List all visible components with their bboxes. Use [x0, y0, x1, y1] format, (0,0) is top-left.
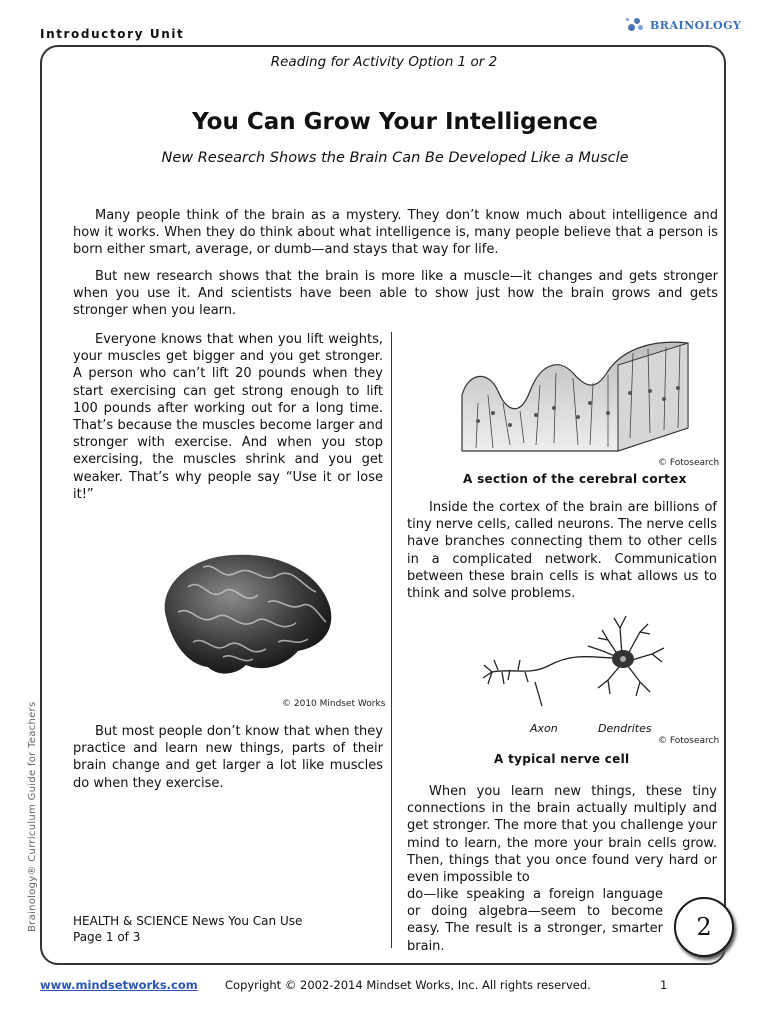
news-source: HEALTH & SCIENCE News You Can Use	[73, 914, 303, 928]
page-subtitle: New Research Shows the Brain Can Be Developed Like a Muscle	[161, 150, 629, 166]
copyright-text: Copyright © 2002-2014 Mindset Works, Inc. All rights reserved.	[225, 978, 591, 992]
brain-image	[148, 547, 338, 682]
neurons-paragraph: Inside the cortex of the brain are billions of tiny nerve cells, called neurons. The nerve cells have branches connecting them to other cells in a complicated network. Communication between these brain cells is what allows us to think and solve problems.	[407, 500, 717, 602]
practice-paragraph: But most people don’t know that when they practice and learn new things, parts of their brain change and get larger a lot like muscles do when they exercise.	[73, 724, 383, 791]
logo-text: BRAINOLOGY	[650, 18, 742, 32]
unit-label: Introductory Unit	[40, 27, 185, 41]
logo-mark-icon	[626, 16, 646, 34]
page-number-badge: 2	[674, 897, 734, 957]
column-divider	[391, 332, 392, 948]
learning-paragraph-end: do—like speaking a foreign language or doing algebra—seem to become easy. The result is a stronger, smarter brain.	[407, 887, 663, 954]
neuron-image-credit: © Fotosearch	[658, 736, 720, 746]
page-title: You Can Grow Your Intelligence	[192, 109, 598, 135]
axon-label: Axon	[530, 722, 558, 735]
intro-paragraph-2: But new research shows that the brain is more like a muscle—it changes and gets stronger when you use it. And scientists have been able to show just how the brain grows and gets stronger when you learn.	[73, 269, 718, 319]
nerve-cell-image	[480, 610, 670, 710]
dendrites-label: Dendrites	[598, 722, 652, 735]
intro-paragraph-1: Many people think of the brain as a mystery. They don’t know much about intelligence and how it works. When they do think about what intelligence is, many people believe that a person is born either smart, average, or dumb—and stays that way for life.	[73, 208, 718, 258]
cerebral-cortex-image	[458, 333, 693, 455]
muscle-paragraph: Everyone knows that when you lift weights, your muscles get bigger and you get stronger. A person who can’t lift 20 pounds when they start exercising can get strong enough to lift 100 pounds after working out for a long time. That’s because the muscles become larger and stronger with exercise. And when you stop exercising, the muscles shrink and you get weaker. That’s why people say “Use it or lose it!”	[73, 332, 383, 502]
news-footer	[73, 913, 302, 945]
reading-label: Reading for Activity Option 1 or 2	[270, 54, 498, 70]
brain-image-credit: © 2010 Mindset Works	[282, 699, 386, 709]
news-page: Page 1 of 3	[73, 930, 141, 944]
cortex-image-credit: © Fotosearch	[658, 458, 720, 468]
side-caption: Brainology® Curriculum Guide for Teachers	[27, 701, 38, 932]
cortex-caption: A section of the cerebral cortex	[463, 472, 687, 486]
brainology-logo	[626, 16, 741, 34]
mindsetworks-link[interactable]: www.mindsetworks.com	[40, 978, 198, 992]
page-number: 1	[660, 978, 668, 992]
learning-paragraph: When you learn new things, these tiny connections in the brain actually multiply and get stronger. The more that you challenge your mind to learn, the more your brain cells grow. Then, things that you once found very hard or even impossible to	[407, 784, 717, 886]
neuron-caption: A typical nerve cell	[494, 752, 630, 766]
